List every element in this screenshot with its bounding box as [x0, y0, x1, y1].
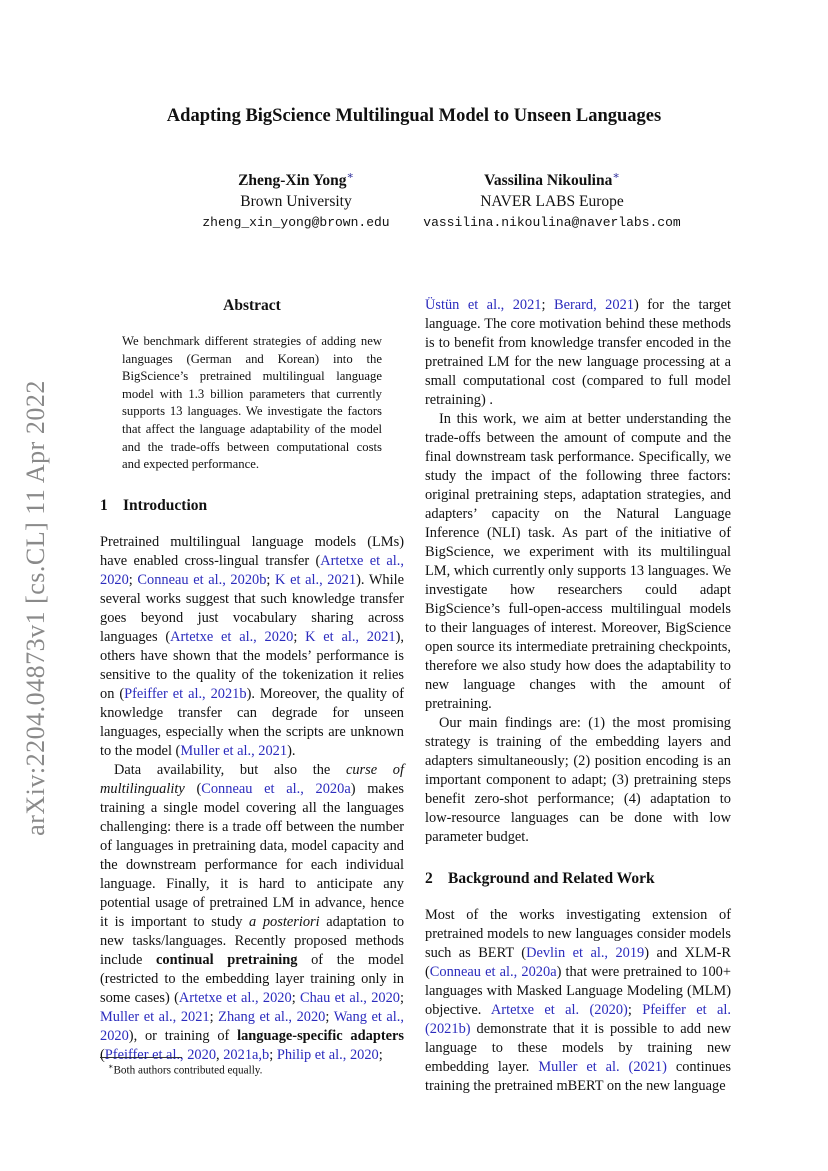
body-text: ) that were pretrained to 100+ languages with Masked Language Modeling (MLM) objective. — [425, 964, 731, 1018]
body-text: ; — [293, 628, 306, 645]
citation-link[interactable]: Conneau et al., 2020a — [201, 780, 351, 797]
footnote-text: Both authors contributed equally. — [113, 1064, 263, 1077]
body-text: Our main findings are: (1) the most promising strategy is training of the embedding layers and adapters simultaneously; (2) position encoding is an important component to adapt; (3) pretraining steps benefit zero-shot performance; (4) adaptation to low-resource languages can be done with low parameter budget. — [425, 715, 731, 845]
body-text: ; — [209, 1008, 219, 1025]
author-email: vassilina.nikoulina@naverlabs.com — [423, 215, 681, 231]
citation-link[interactable]: K et al., 2021 — [275, 571, 357, 588]
body-text: adaptation to new tasks/languages. Recently proposed methods include — [100, 913, 405, 968]
section-title: Background and Related Work — [448, 870, 655, 887]
author-name: Vassilina Nikoulina — [484, 172, 613, 190]
body-text: ), or training of — [128, 1027, 238, 1044]
citation-link[interactable]: Conneau et al., 2020b — [137, 571, 267, 588]
citation-link[interactable]: Pfeiffer et al. (2021b) — [425, 1002, 731, 1037]
emphasized-text: curse of multilinguality — [100, 761, 404, 797]
footnote-mark: ∗ — [108, 1062, 114, 1071]
citation-link[interactable]: Artetxe et al., 2020 — [170, 628, 294, 645]
body-text: ; — [269, 1046, 277, 1063]
author-block-1 — [176, 166, 416, 233]
footnote — [108, 1062, 262, 1077]
body-text: ; — [128, 571, 138, 588]
body-text: ; — [541, 297, 554, 313]
author-footnote-mark[interactable]: ∗ — [612, 170, 620, 182]
citation-link[interactable]: Muller et al., 2021 — [180, 742, 288, 759]
body-text: Pretrained multilingual language models (LMs) have enabled cross-lingual transfer ( — [100, 533, 404, 569]
citation-link[interactable]: Berard, 2021 — [553, 297, 634, 313]
body-text: Most of the works investigating extension of pretrained models to new languages consider models such as BERT ( — [425, 907, 731, 961]
author-affiliation: NAVER LABS Europe — [480, 193, 624, 211]
section-number: 1 — [100, 496, 108, 514]
citation-link[interactable]: Artetxe et al., 2020 — [178, 989, 292, 1006]
body-text: ; — [378, 1046, 383, 1063]
citation-link[interactable]: Üstün et al., 2021 — [425, 297, 542, 313]
body-text: ). While several works suggest that such knowledge transfer goes beyond just vocabulary sharing across languages ( — [100, 571, 404, 645]
bold-term: continual pretraining — [156, 951, 298, 968]
paper-title: Adapting BigScience Multilingual Model to Unseen Languages — [166, 106, 662, 126]
body-text: ) makes training a single model covering all the languages challenging: there is a trade off between the number of languages in pretraining data, model capacity and the downstream performance for each individual language. Finally, it is hard to anticipate any potential usage of pretrained LM in advance, hence it is important to study — [100, 780, 404, 930]
body-text: ( — [100, 1046, 105, 1063]
citation-link[interactable]: Pfeiffer et al., 2020 — [104, 1046, 217, 1063]
body-text: ; — [399, 989, 404, 1006]
arxiv-identifier-stamp — [18, 365, 54, 850]
body-text: ) for the target language. The core motivation behind these methods is to benefit from knowledge transfer encoded in the pretrained LM for the new language processing at a small computational cost (compared to full model retraining) . — [425, 297, 731, 408]
left-column — [100, 296, 404, 1065]
intro-paragraph-2 — [100, 761, 404, 1065]
author-block-2 — [412, 166, 692, 233]
arxiv-identifier: arXiv:2204.04873v1 [cs.CL] 11 Apr 2022 — [21, 379, 50, 836]
author-name: Zheng-Xin Yong — [238, 172, 347, 190]
citation-link[interactable]: Pfeiffer et al., 2021b — [124, 685, 247, 702]
author-email: zheng_xin_yong@brown.edu — [202, 215, 390, 231]
footnote-divider — [100, 1057, 182, 1058]
section-title: Introduction — [123, 496, 208, 514]
body-text: continues training the pretrained mBERT on the new language — [425, 1059, 731, 1094]
citation-link[interactable]: Chau et al., 2020 — [299, 989, 400, 1006]
body-text: ) and XLM-R ( — [425, 945, 732, 980]
body-text: ( — [184, 780, 202, 797]
abstract-text: We benchmark different strategies of adding new languages (German and Korean) into the BigScience’s pretrained multilingual language model with 1.3 billion parameters that currently supports 13 languages. We investigate the factors that affect the language adaptability of the model and the trade-offs between computational costs and expected performance. — [122, 334, 382, 472]
citation-link[interactable]: Wang et al., 2020 — [100, 1008, 404, 1044]
body-text: demonstrate that it is possible to add new language to these models by training new embedding layer. — [425, 1021, 731, 1075]
bold-term: language-specific adapters — [237, 1027, 404, 1044]
citation-link[interactable]: Devlin et al., 2019 — [526, 945, 645, 961]
emphasized-text: a posteriori — [249, 913, 320, 930]
citation-link[interactable]: Conneau et al., 2020a — [429, 964, 557, 980]
body-text: ). Moreover, the quality of knowledge transfer can degrade for unseen languages, especially when the scripts are unknown to the model ( — [100, 685, 405, 759]
body-text: , — [216, 1046, 224, 1063]
body-text: ; — [266, 571, 276, 588]
citation-link[interactable]: 2021a,b — [223, 1046, 270, 1063]
citation-link[interactable]: Muller et al. (2021) — [538, 1059, 667, 1075]
section-number: 2 — [425, 870, 433, 887]
citation-link[interactable]: Philip et al., 2020 — [276, 1046, 379, 1063]
author-affiliation: Brown University — [240, 193, 352, 211]
intro-paragraph-5 — [425, 714, 731, 847]
intro-paragraph-1 — [100, 533, 404, 761]
body-text: ; — [325, 1008, 334, 1025]
body-text: ; — [627, 1002, 643, 1018]
body-text: Data availability, but also the — [114, 761, 346, 778]
body-text: In this work, we aim at better understanding the trade-offs between the amount of compute and the final downstream task performance. Specifically, we study the impact of the following three factors: original pretraining steps, adaptation strategies, and adapters’ capacity on the Natural Language Inference (NLI) task. As part of the initiative of BigScience, we experiment with its multilingual LM, which currently only supports 13 languages. We investigate how researchers could adapt BigScience’s full-open-access multilingual models to their languages of interest. Moreover, BigScience open source its intermediate pretraining checkpoints, therefore we also study how does the adaptability to new language changes with the amount of pretraining. — [425, 411, 731, 712]
right-column — [425, 296, 731, 1096]
abstract-heading: Abstract — [223, 297, 281, 314]
section-heading-background — [425, 869, 731, 888]
intro-paragraph-3 — [425, 296, 731, 410]
citation-link[interactable]: Zhang et al., 2020 — [218, 1008, 326, 1025]
citation-link[interactable]: Artetxe et al. (2020) — [490, 1002, 628, 1018]
citation-link[interactable]: Artetxe et al., 2020 — [100, 552, 404, 588]
body-text: ), others have shown that the models’ performance is sensitive to the quality of the tokenization it relies on ( — [100, 628, 404, 702]
body-text: ; — [291, 989, 300, 1006]
background-paragraph-1 — [425, 906, 731, 1096]
body-text: ). — [287, 742, 296, 759]
section-heading-introduction — [100, 496, 404, 515]
author-footnote-mark[interactable]: ∗ — [346, 170, 354, 182]
intro-paragraph-4 — [425, 410, 731, 714]
citation-link[interactable]: K et al., 2021 — [305, 628, 396, 645]
citation-link[interactable]: Muller et al., 2021 — [100, 1008, 210, 1025]
body-text: of the model (restricted to the embedding layer training only in some cases) ( — [100, 951, 404, 1006]
